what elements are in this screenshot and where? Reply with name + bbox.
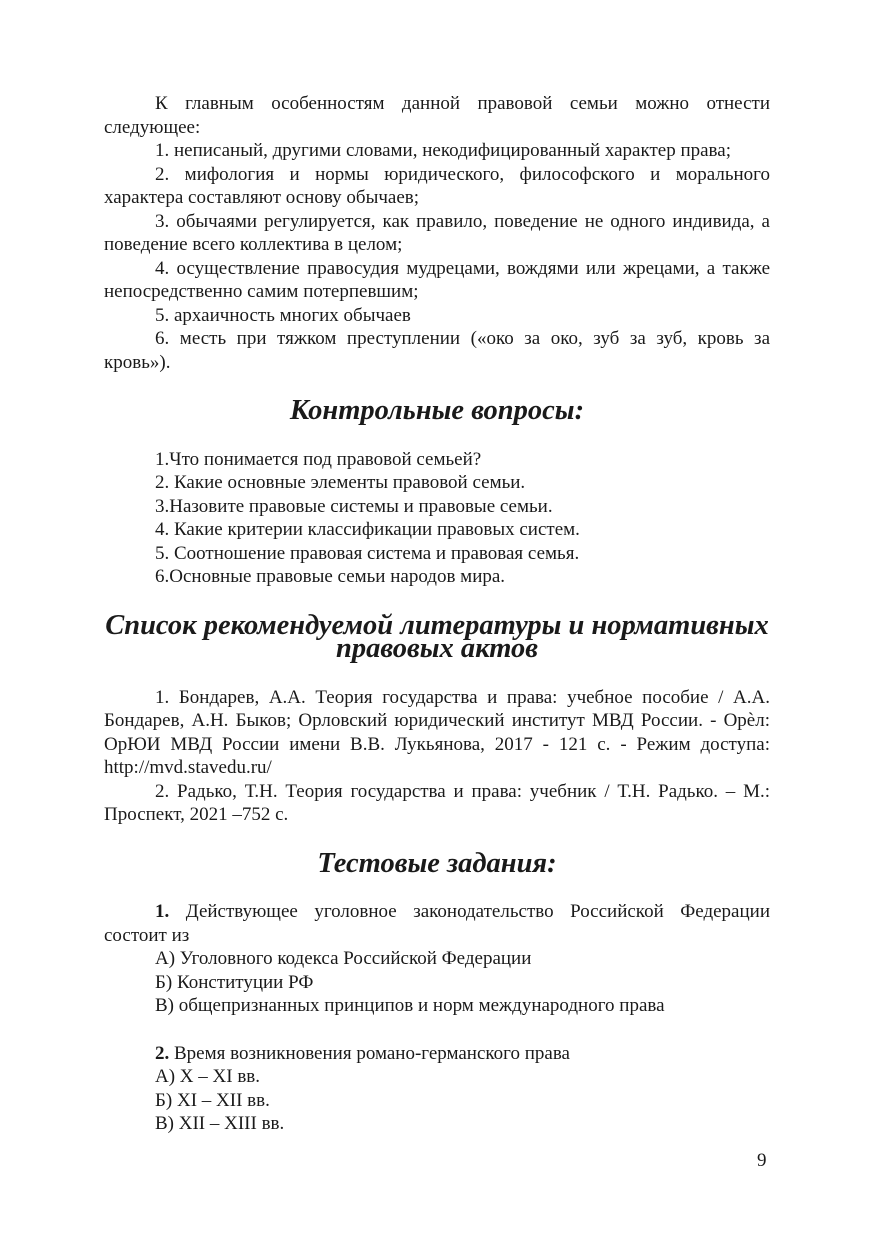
control-questions-list [104, 448, 770, 589]
test-option: В) XII – XIII вв. [155, 1113, 285, 1134]
feature-item: 6. месть при тяжком преступлении («око за око, зуб за зуб, кровь за кровь»). [104, 328, 770, 373]
literature-item: 1. Бондарев, А.А. Теория государства и права: учебное пособие / А.А. Бондарев, А.Н. Быков; Орловский юридический институт МВД России. - Орѐл: ОрЮИ МВД России имени В.В. Лукьянова, 2017 - 121 с. - Режим доступа: http://mvd.stavedu.ru/ [104, 686, 770, 778]
test-question-number: 2. [155, 1042, 170, 1064]
intro-paragraph: К главным особенностям данной правовой семьи можно отнести следующее: [104, 93, 770, 138]
test-question-body: Время возникновения романо-германского права [169, 1042, 570, 1064]
control-question-item: 4. Какие критерии классификации правовых систем. [155, 519, 580, 540]
test-option: А) Уголовного кодекса Российской Федерации [155, 948, 532, 969]
test-option: Б) Конституции РФ [155, 971, 314, 993]
literature-list [104, 686, 770, 827]
features-list [104, 139, 770, 374]
test-option: Б) XI – XII вв. [155, 1089, 270, 1111]
feature-item: 2. мифология и нормы юридического, философского и морального характера составляют основу обычаев; [104, 163, 770, 208]
test-option: А) X – XI вв. [155, 1066, 261, 1087]
control-question-item: 2. Какие основные элементы правовой семьи. [155, 472, 526, 493]
test-question-text [104, 900, 770, 947]
feature-item: 1. неписаный, другими словами, некодифицированный характер права; [155, 140, 731, 161]
feature-item: 5. архаичность многих обычаев [155, 304, 411, 326]
test-question-2 [104, 1042, 770, 1136]
feature-item: 4. осуществление правосудия мудрецами, вождями или жрецами, а также непосредственно самим потерпевшим; [104, 257, 770, 302]
literature-item: 2. Радько, Т.Н. Теория государства и права: учебник / Т.Н. Радько. – М.: Проспект, 2021 –752 с. [104, 780, 770, 825]
tests-heading: Тестовые задания: [317, 847, 557, 879]
control-questions-heading: Контрольные вопросы: [289, 395, 585, 426]
control-question-item: 6.Основные правовые семьи народов мира. [155, 566, 506, 587]
test-question-number: 1. [155, 901, 170, 922]
test-question-1 [104, 900, 770, 1018]
control-question-item: 5. Соотношение правовая система и правовая семья. [155, 542, 580, 564]
control-question-item: 1.Что понимается под правовой семьей? [155, 448, 482, 470]
test-question-text [104, 1042, 770, 1066]
test-option: В) общепризнанных принципов и норм международного права [155, 995, 665, 1016]
page-content [104, 92, 770, 1136]
feature-item: 3. обычаями регулируется, как правило, поведение не одного индивида, а поведение всего коллектива в целом; [104, 210, 770, 255]
test-question-body: Действующее уголовное законодательство Российской Федерации состоит из [104, 901, 770, 946]
control-question-item: 3.Назовите правовые системы и правовые семьи. [155, 495, 553, 517]
page-number: 9 [757, 1150, 767, 1171]
literature-heading: Список рекомендуемой литературы и нормативных правовых актов [105, 609, 769, 664]
